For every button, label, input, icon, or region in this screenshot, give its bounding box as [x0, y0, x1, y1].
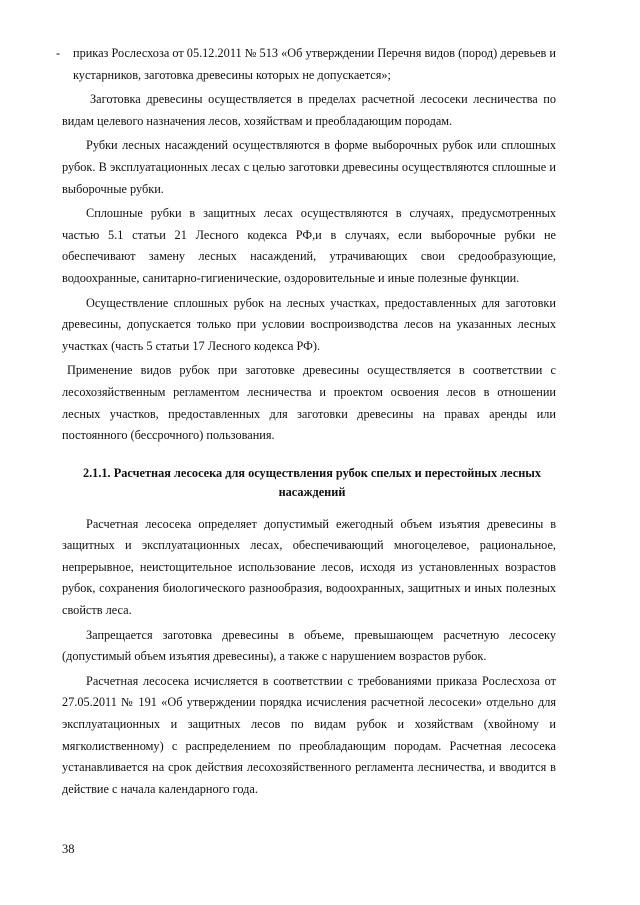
bullet-dash: - — [56, 46, 61, 60]
paragraph-timber-harvesting-limits: Заготовка древесины осуществляется в пределах расчетной лесосеки лесничества по видам целевого назначения лесов, хозяйствам и преобладающим породам. — [62, 92, 556, 128]
bullet-text: приказ Рослесхоза от 05.12.2011 № 513 «Об утверждении Перечня видов (пород) деревьев и кустарников, заготовка древесины которых не допускается»; — [73, 46, 556, 82]
paragraph-allowable-cut-definition: Расчетная лесосека определяет допустимый ежегодный объем изъятия древесины в защитных и эксплуатационных лесах, обеспечивающий многоцелевое, рациональное, непрерывное, неистощительное использование лесов, исходя из установленных возрастов рубок, сохранения биологического разнообразия, водоохранных, защитных и иных полезных свойств леса. — [62, 516, 556, 618]
paragraph-harvesting-prohibition: Запрещается заготовка древесины в объеме, превышающем расчетную лесосеку (допустимый объем изъятия древесины), а также с нарушением возрастов рубок. — [62, 627, 556, 664]
section-heading: 2.1.1. Расчетная лесосека для осуществления рубок спелых и перестойных лесных насаждений — [82, 465, 542, 499]
paragraph-allowable-cut-calculation: Расчетная лесосека исчисляется в соответствии с требованиями приказа Рослесхоза от 27.05.2011 № 191 «Об утверждении порядка исчисления расчетной лесосеки» отдельно для эксплуатационных и защитных лесов по видам рубок и хозяйствам (хвойному и мягколиственному) с распределением по преобладающим породам. Расчетная лесосека устанавливается на срок действия лесохозяйственного регламента лесничества, и вводится в действие с начала календарного года. — [62, 673, 556, 796]
paragraph-clear-felling-conditions: Осуществление сплошных рубок на лесных участках, предоставленных для заготовки древесины, допускается только при условии воспроизводства лесов на указанных лесных участках (часть 5 статьи 17 Лесного кодекса РФ). — [62, 295, 556, 353]
paragraph-felling-forms: Рубки лесных насаждений осуществляются в форме выборочных рубок или сплошных рубок. В эксплуатационных лесах с целью заготовки древесины осуществляются сплошные и выборочные рубки. — [62, 138, 556, 196]
paragraph-felling-types-application: Применение видов рубок при заготовке древесины осуществляется в соответствии с лесохозяйственным регламентом лесничества и проектом освоения лесов в отношении лесных участков, предоставленных для заготовки древесины на правах аренды или постоянного (бессрочного) пользования. — [62, 363, 556, 443]
order-bullet-item — [56, 43, 556, 86]
page-number: 38 — [62, 842, 75, 856]
paragraph-clear-felling-protective-forests: Сплошные рубки в защитных лесах осуществляются в случаях, предусмотренных частью 5.1 статьи 21 Лесного кодекса РФ,и в случаях, если выборочные рубки не обеспечивают замену лесных насаждений, утрачивающих свои средообразующие, водоохранные, санитарно-гигиенические, оздоровительные и иные полезные функции. — [62, 206, 556, 285]
